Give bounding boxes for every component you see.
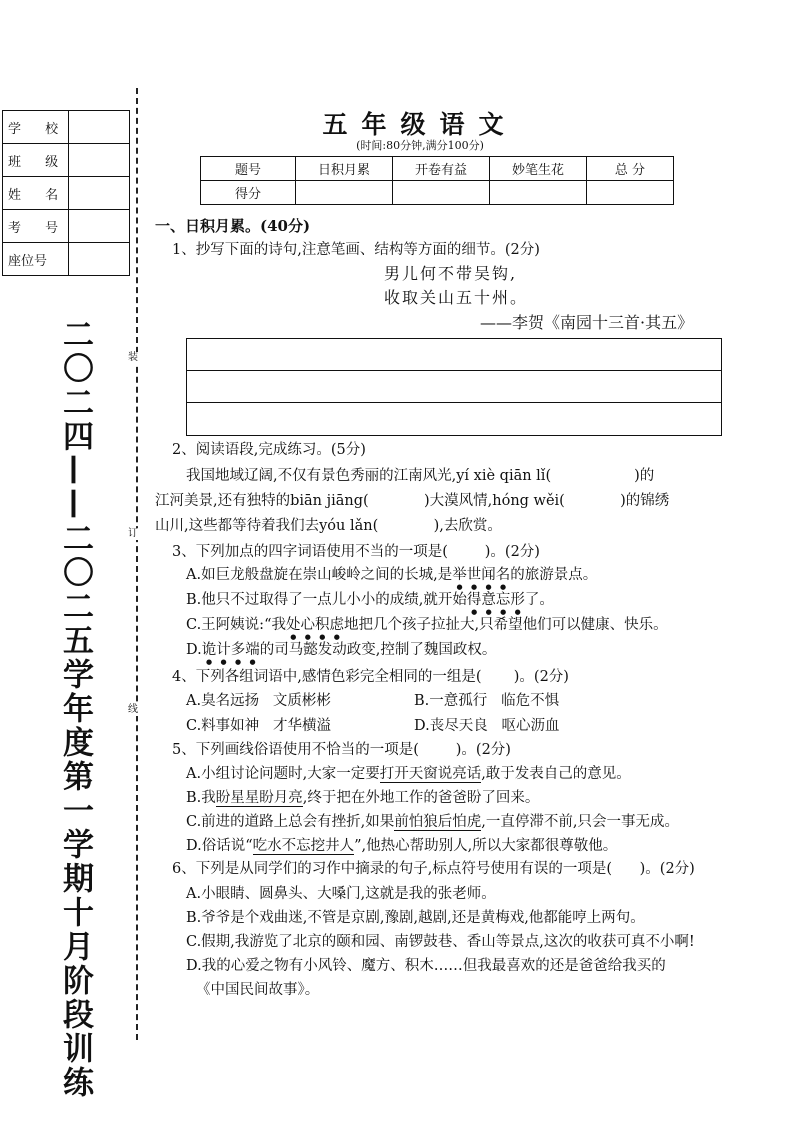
option-4b[interactable]: B.一意孤行 临危不惧	[414, 693, 560, 709]
option-5a[interactable]	[186, 764, 631, 784]
option-text: D.	[186, 642, 202, 658]
page-title: 五年级语文	[322, 110, 518, 139]
dotted-idiom: 举世闻名	[452, 567, 511, 583]
option-text: 的司马懿发动政变,控制了魏国政权。	[259, 642, 497, 658]
writing-line	[187, 370, 721, 371]
score-header: 妙笔生花	[490, 157, 587, 181]
poem-source: ——李贺《南园十三首·其五》	[480, 313, 694, 332]
option-text: B.他只不过取得了一点儿小小的成绩,就开始	[186, 592, 467, 608]
underlined-saying: 吃水不忘挖井人	[252, 838, 355, 854]
underlined-saying: 盼星星盼月亮	[215, 790, 303, 806]
question-2-prompt: 2、阅读语段,完成练习。(5分)	[172, 442, 366, 458]
passage-line: 我国地域辽阔,不仅有景色秀丽的江南风光,yí xiè qiān lǐ( )的	[186, 468, 655, 484]
question-3-prompt: 3、下列加点的四字词语使用不当的一项是( )。(2分)	[172, 544, 540, 560]
question-5-prompt: 5、下列画线俗语使用不恰当的一项是( )。(2分)	[172, 742, 511, 758]
score-table	[200, 156, 674, 205]
option-3d[interactable]	[186, 640, 496, 666]
option-4c[interactable]: C.料事如神 才华横溢	[186, 718, 332, 734]
score-header: 总 分	[587, 157, 674, 181]
option-text: C.王阿姨说:“我	[186, 617, 286, 633]
seat-number-field[interactable]	[69, 243, 130, 276]
dotted-idiom: 诡计多端	[201, 642, 260, 658]
option-text: A.小组讨论问题时,大家一定要	[186, 766, 380, 782]
name-field[interactable]	[69, 177, 130, 210]
seat-number-label: 座位号	[3, 243, 69, 276]
student-info-table	[2, 110, 130, 276]
binding-mark-zhuang: 装	[128, 352, 138, 363]
option-3b[interactable]	[186, 590, 554, 616]
option-text: 的旅游景点。	[510, 567, 598, 583]
question-4-prompt: 4、下列各组词语中,感情色彩完全相同的一组是( )。(2分)	[172, 669, 569, 685]
school-field[interactable]	[69, 111, 130, 144]
option-6d-continued: 《中国民间故事》。	[196, 982, 320, 998]
option-5d[interactable]	[186, 836, 617, 856]
score-cell[interactable]	[490, 181, 587, 205]
score-cell[interactable]	[393, 181, 490, 205]
option-text: ,一直停滞不前,只会一事无成。	[481, 814, 680, 830]
binding-mark-xian: 线	[128, 704, 138, 715]
exam-number-label: 考 号	[3, 210, 69, 243]
question-1-prompt: 1、抄写下面的诗句,注意笔画、结构等方面的细节。(2分)	[172, 242, 540, 258]
exam-number-field[interactable]	[69, 210, 130, 243]
option-text: 地把几个孩子拉扯大,只希望他们可以健康、快乐。	[344, 617, 668, 633]
score-header: 题号	[201, 157, 296, 181]
score-cell[interactable]	[587, 181, 674, 205]
poem-line-1: 男儿何不带吴钩,	[384, 264, 518, 283]
copy-writing-box[interactable]	[186, 338, 722, 436]
option-3c[interactable]	[186, 615, 668, 641]
exam-time-info: (时间:80分钟,满分100分)	[356, 139, 484, 152]
option-5c[interactable]	[186, 812, 679, 832]
score-row-label: 得分	[201, 181, 296, 205]
underlined-saying: 前怕狼后怕虎	[394, 814, 482, 830]
writing-line	[187, 402, 721, 403]
dotted-idiom: 处心积虑	[286, 617, 344, 633]
class-label: 班 级	[3, 144, 69, 177]
passage-line: 江河美景,还有独特的biān jiāng( )大漠风情,hóng wěi( )的锦绣	[155, 493, 670, 509]
name-label: 姓 名	[3, 177, 69, 210]
option-5b[interactable]	[186, 788, 539, 808]
option-text: D.俗话说“	[186, 838, 253, 854]
option-4a[interactable]: A.臭名远扬 文质彬彬	[186, 693, 331, 709]
poem-line-2: 收取关山五十州。	[384, 288, 529, 307]
section-title: 一、日积月累。(40分)	[155, 217, 311, 235]
option-6b[interactable]: B.爷爷是个戏曲迷,不管是京剧,豫剧,越剧,还是黄梅戏,他都能哼上两句。	[186, 910, 645, 926]
option-text: A.如巨龙般盘旋在崇山峻岭之间的长城,是	[186, 567, 453, 583]
dotted-idiom: 得意忘形	[466, 592, 525, 608]
score-cell[interactable]	[296, 181, 393, 205]
option-text: ,终于把在外地工作的爸爸盼了回来。	[302, 790, 540, 806]
exam-period-vertical-title: 二〇二四——二〇二五学年度第一学期十月阶段训练	[57, 318, 93, 1100]
option-text: 了。	[524, 592, 554, 608]
class-field[interactable]	[69, 144, 130, 177]
score-header: 日积月累	[296, 157, 393, 181]
option-text: B.我	[186, 790, 216, 806]
option-3a[interactable]	[186, 565, 597, 591]
binding-dashed-line	[136, 88, 138, 1040]
option-6d[interactable]: D.我的心爱之物有小风铃、魔方、积木……但我最喜欢的还是爸爸给我买的	[186, 958, 666, 974]
passage-line: 山川,这些都等待着我们去yóu lǎn( ),去欣赏。	[155, 518, 502, 534]
score-header: 开卷有益	[393, 157, 490, 181]
option-text: ”,他热心帮助别人,所以大家都很尊敬他。	[354, 838, 618, 854]
underlined-saying: 打开天窗说亮话	[379, 766, 482, 782]
option-4d[interactable]: D.丧尽天良 呕心沥血	[414, 718, 560, 734]
option-text: ,敢于发表自己的意见。	[481, 766, 631, 782]
question-6-prompt: 6、下列是从同学们的习作中摘录的句子,标点符号使用有误的一项是( )。(2分)	[172, 861, 695, 877]
binding-mark-ding: 订	[128, 528, 138, 539]
option-6a[interactable]: A.小眼睛、圆鼻头、大嗓门,这就是我的张老师。	[186, 886, 496, 902]
option-text: C.前进的道路上总会有挫折,如果	[186, 814, 395, 830]
school-label: 学 校	[3, 111, 69, 144]
option-6c[interactable]: C.假期,我游览了北京的颐和园、南锣鼓巷、香山等景点,这次的收获可真不小啊!	[186, 934, 695, 950]
